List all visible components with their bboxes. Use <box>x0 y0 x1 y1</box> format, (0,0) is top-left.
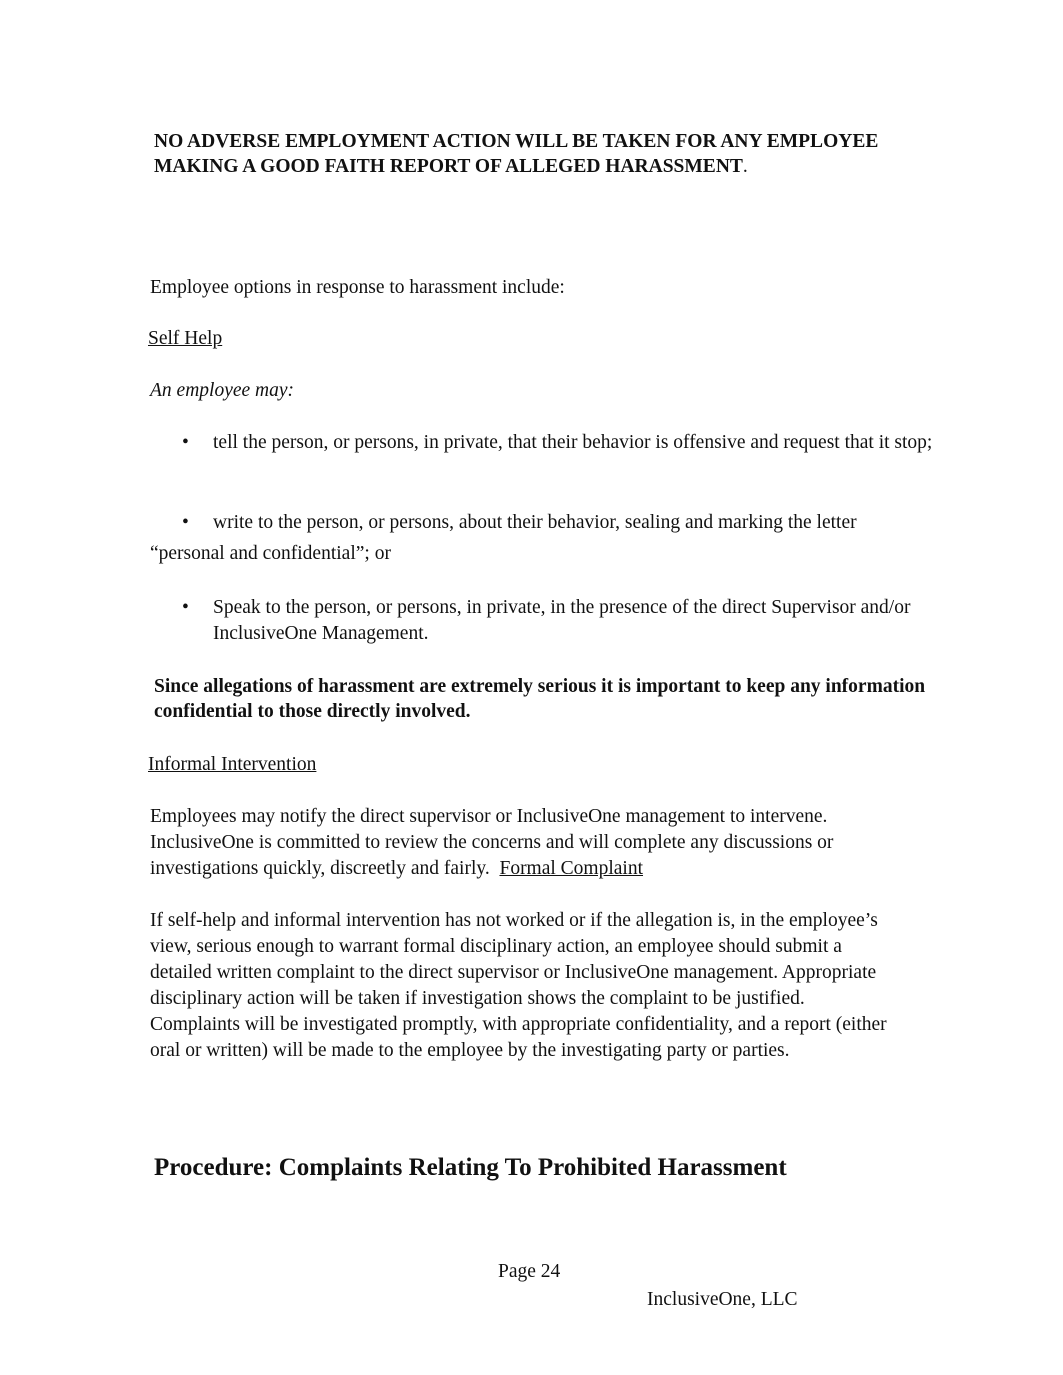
self-help-item-1: tell the person, or persons, in private, that their behavior is offensive and request that it stop; <box>213 432 933 453</box>
footer-company: InclusiveOne, LLC <box>647 1289 798 1310</box>
page-number: Page 24 <box>498 1261 561 1282</box>
self-help-item-2-line-2: “personal and confidential”; or <box>150 543 391 564</box>
self-help-heading: Self Help <box>148 328 223 349</box>
informal-intervention-heading: Informal Intervention <box>148 754 317 775</box>
self-help-item-3: Speak to the person, or persons, in private, in the presence of the direct Supervisor and/or InclusiveOne Management. <box>213 597 911 644</box>
notice-period: . <box>742 156 748 177</box>
bullet-icon: • <box>182 597 189 618</box>
confidentiality-note: Since allegations of harassment are extremely serious it is important to keep any information confidential to those directly involved. <box>154 676 926 722</box>
procedure-heading: Procedure: Complaints Relating To Prohibited Harassment <box>154 1154 787 1181</box>
self-help-item-2-line-1: write to the person, or persons, about their behavior, sealing and marking the letter <box>213 512 857 533</box>
no-retaliation-notice <box>154 129 954 179</box>
options-intro: Employee options in response to harassment include: <box>150 277 565 298</box>
informal-intervention-text: Employees may notify the direct supervisor or InclusiveOne management to intervene. InclusiveOne is committed to review the concerns and will complete any discussions or investigations quickly, discreetly and fairly. <box>150 806 834 879</box>
bullet-icon: • <box>182 512 189 533</box>
informal-intervention-paragraph <box>150 804 910 882</box>
self-help-lead: An employee may: <box>150 380 295 401</box>
notice-text: NO ADVERSE EMPLOYMENT ACTION WILL BE TAKEN FOR ANY EMPLOYEE MAKING A GOOD FAITH REPORT OF ALLEGED HARASSMENT <box>154 131 879 177</box>
bullet-icon: • <box>182 432 189 453</box>
formal-complaint-heading: Formal Complaint <box>499 858 644 879</box>
formal-complaint-paragraph: If self-help and informal intervention has not worked or if the allegation is, in the employee’s view, serious enough to warrant formal disciplinary action, an employee should submit a detailed written complaint to the direct supervisor or InclusiveOne management. Appropriate disciplinary action will be taken if investigation shows the complaint to be justified. Complaints will be investigated promptly, with appropriate confidentiality, and a report (either oral or written) will be made to the employee by the investigating party or parties. <box>150 910 887 1061</box>
